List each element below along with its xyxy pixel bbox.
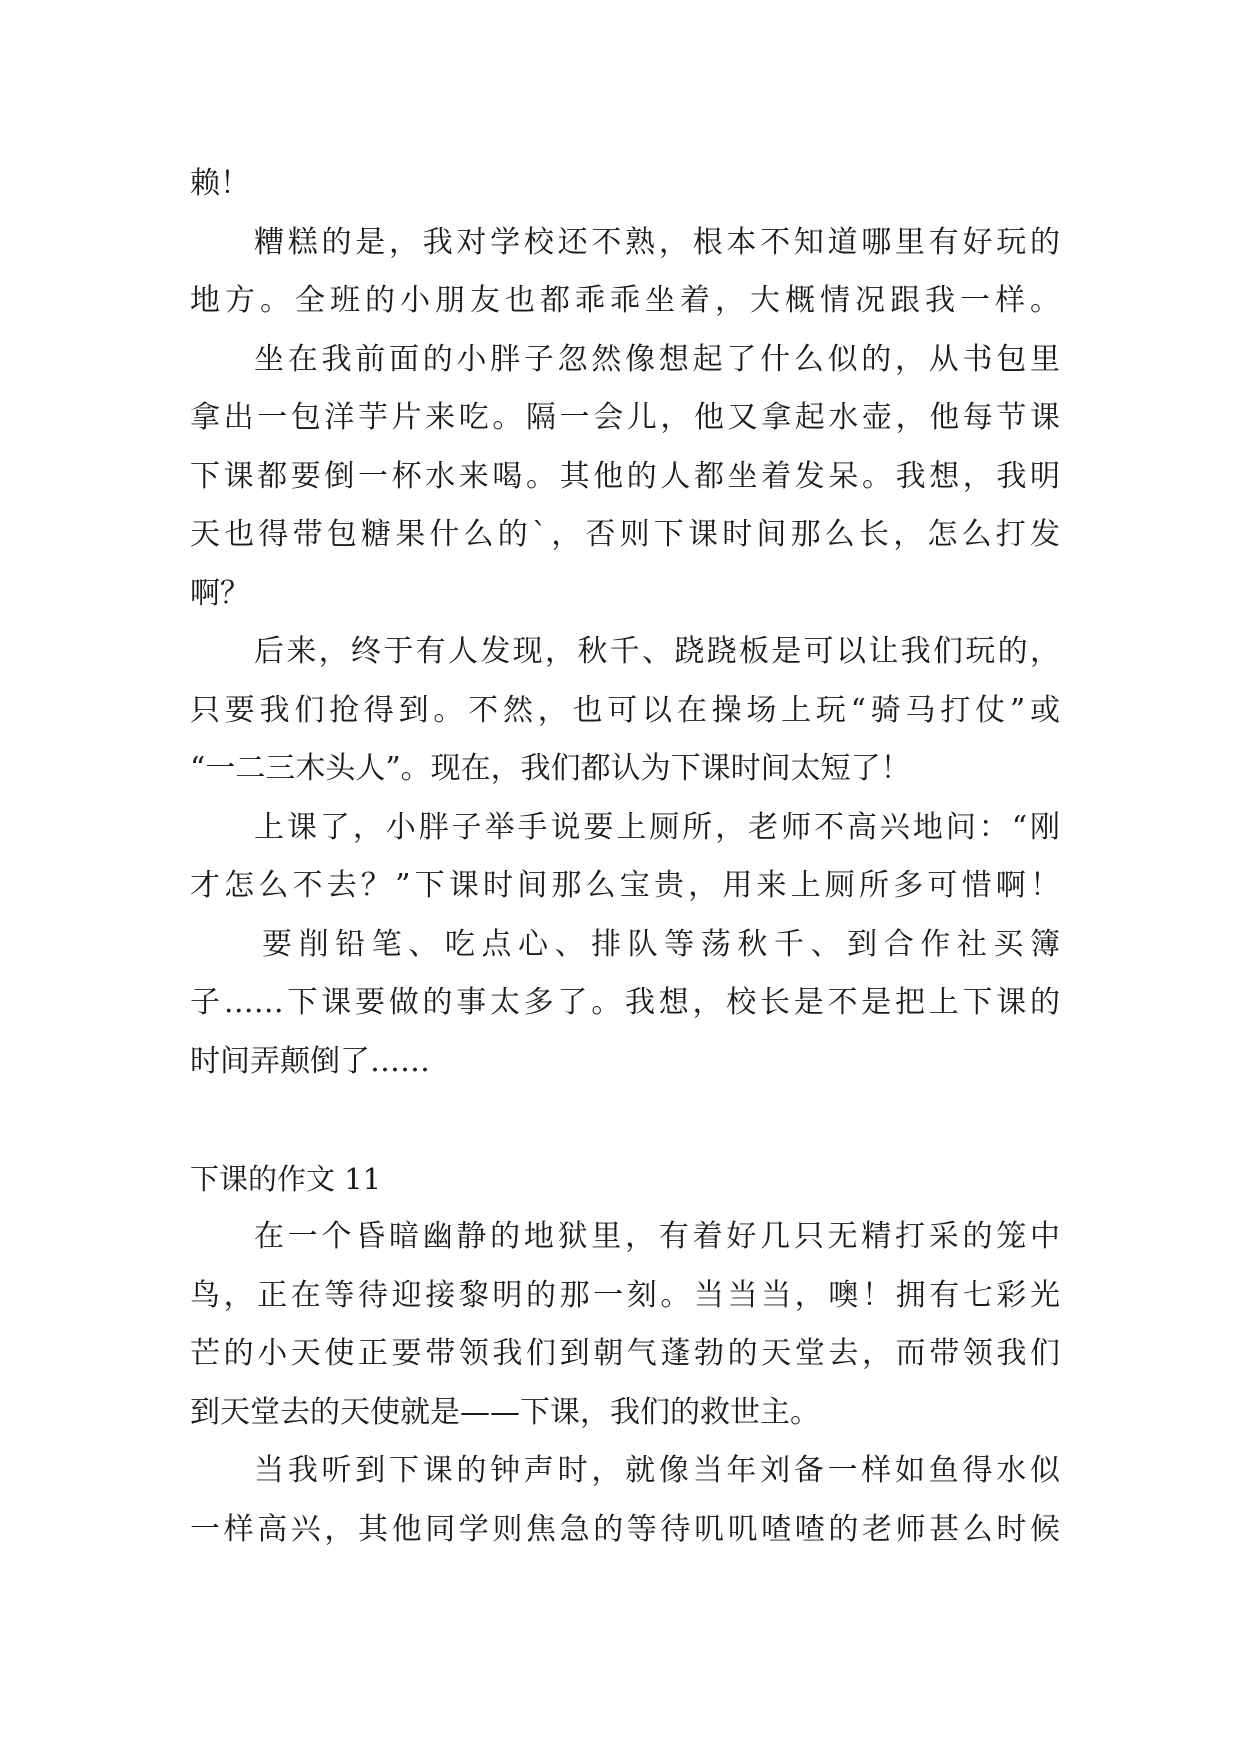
paragraph-line: 天也得带包糖果什么的`，否则下课时间那么长，怎么打发 [190,517,1060,552]
paragraph-line: 糟糕的是，我对学校还不熟，根本不知道哪里有好玩的 [254,224,1060,260]
paragraph-line: 赖！ [190,166,250,201]
paragraph-line: 上课了，小胖子举手说要上厕所，老师不高兴地问：“刚 [254,809,1060,845]
paragraph-line: 只要我们抢得到。不然，也可以在操场上玩“骑马打仗”或 [190,692,1060,728]
paragraph-line: 拿出一包洋芋片来吃。隔一会儿，他又拿起水壶，他每节课 [190,400,1060,435]
section-title: 下课的作文 11 [190,1161,382,1196]
paragraph-line: 在一个昏暗幽静的地狱里，有着好几只无精打采的笼中 [254,1219,1060,1254]
paragraph-line: 到天堂去的天使就是——下课，我们的救世主。 [190,1394,820,1430]
paragraph-line: 坐在我前面的小胖子忽然像想起了什么似的，从书包里 [254,341,1060,377]
paragraph-line: 当我听到下课的钟声时，就像当年刘备一样如鱼得水似 [254,1453,1060,1488]
paragraph-line: 后来，终于有人发现，秋千、跷跷板是可以让我们玩的， [254,634,1060,669]
paragraph-line: “一二三木头人”。现在，我们都认为下课时间太短了！ [190,751,911,786]
paragraph-line: 地方。全班的小朋友也都乖乖坐着，大概情况跟我一样。 [190,283,1060,318]
paragraph-line: 时间弄颠倒了…… [190,1043,430,1079]
paragraph-line: 一样高兴，其他同学则焦急的等待叽叽喳喳的老师甚么时候 [190,1511,1060,1547]
paragraph-line: 才怎么不去？”下课时间那么宝贵，用来上厕所多可惜啊！ [190,868,1060,903]
paragraph-line: 鸟，正在等待迎接黎明的那一刻。当当当，噢！拥有七彩光 [190,1277,1060,1313]
paragraph-line: 下课都要倒一杯水来喝。其他的人都坐着发呆。我想，我明 [190,458,1060,494]
blank-line [190,1091,1060,1150]
paragraph-line: 芒的小天使正要带领我们到朝气蓬勃的天堂去，而带领我们 [190,1336,1060,1371]
paragraph-line: 啊？ [190,575,250,611]
paragraph-line: 子……下课要做的事太多了。我想，校长是不是把上下课的 [190,985,1060,1020]
paragraph-line: 要削铅笔、吃点心、排队等荡秋千、到合作社买簿 [262,926,1060,962]
essay-body [190,155,1060,1559]
